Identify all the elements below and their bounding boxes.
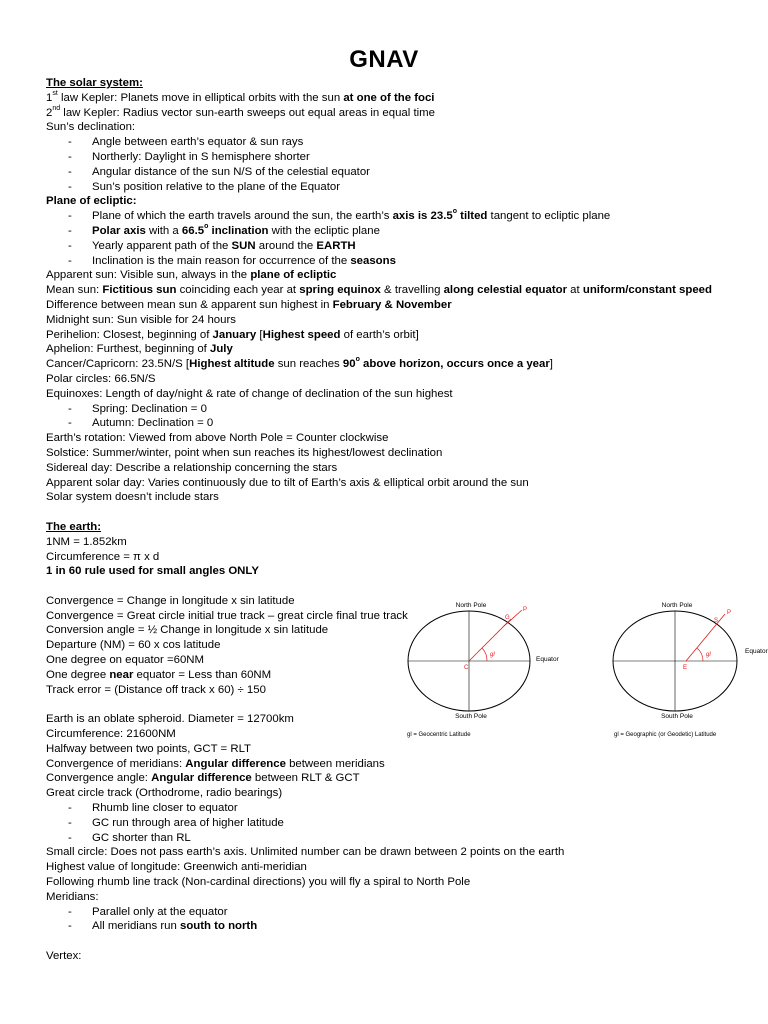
bullet-item (46, 905, 766, 920)
bullet-dash: - (68, 165, 72, 178)
text-run: 90 (342, 358, 356, 371)
superscript: nd (52, 104, 61, 112)
south-pole-label: South Pole (455, 713, 487, 720)
text-run: Northerly: Daylight in S hemisphere shorter (92, 150, 310, 163)
text-line (46, 106, 766, 121)
text-run: 1 (46, 91, 53, 104)
text-line (46, 387, 766, 402)
text-run: All meridians run (92, 920, 180, 933)
text-run: Aphelion: Furthest, beginning of (46, 343, 211, 356)
text-run: Circumference = π x d (46, 550, 160, 563)
text-run: Cancer/Capricorn: 23.5N/S [ (46, 358, 190, 371)
text-run: Solstice: Summer/winter, point when sun reaches its highest/lowest declination (46, 446, 443, 459)
text-run: One degree on equator =60NM (46, 654, 204, 667)
bullet-text (92, 816, 284, 831)
text-line (46, 771, 766, 786)
bullet-text (92, 224, 380, 239)
text-line (46, 550, 766, 565)
bullet-dash: - (68, 816, 72, 829)
text-run: Convergence of meridians: (46, 757, 186, 770)
text-run: around the (255, 239, 317, 252)
text-line (46, 476, 766, 491)
blank-line (46, 579, 766, 594)
text-run: Sidereal day: Describe a relationship concerning the stars (46, 461, 338, 474)
text-run: Small circle: Does not pass earth’s axis. Unlimited number can be drawn between 2 points on the earth (46, 846, 565, 859)
text-run: Parallel only at the equator (92, 905, 228, 918)
text-line (46, 875, 766, 890)
geographic-latitude-diagram (606, 596, 768, 742)
bullet-item (46, 831, 766, 846)
angle-arc (482, 648, 487, 661)
bullet-dash: - (68, 905, 72, 918)
bullet-text (92, 831, 191, 846)
text-run: Earth is an oblate spheroid. Diameter = 12700km (46, 713, 294, 726)
bullet-dash: - (68, 831, 72, 844)
bullet-text (92, 135, 303, 150)
bullet-item (46, 209, 766, 224)
text-run: between RLT & GCT (251, 772, 360, 785)
angle-label: gl (490, 652, 495, 658)
text-run: February & November (332, 298, 452, 311)
text-run: with the ecliptic plane (268, 224, 380, 237)
superscript: o (452, 208, 458, 216)
point-s-label: S (714, 618, 719, 624)
section-heading (46, 520, 766, 535)
text-run: One degree (46, 668, 110, 681)
text-run: Convergence = Great circle initial true track – great circle final true track (46, 609, 408, 622)
bullet-text (92, 209, 610, 224)
text-run: July (210, 343, 233, 356)
text-run: Meridians: (46, 890, 99, 903)
text-line (46, 283, 766, 298)
bullet-dash: - (68, 254, 72, 267)
text-run: Yearly apparent path of the (92, 239, 232, 252)
bullet-item (46, 180, 766, 195)
text-run: south to north (180, 920, 258, 933)
text-line (46, 564, 766, 579)
text-line (46, 535, 766, 550)
text-run: & travelling (380, 284, 444, 297)
south-pole-label: South Pole (661, 713, 693, 720)
equator-label: Equator (536, 656, 559, 663)
bullet-item (46, 150, 766, 165)
text-run: Vertex: (46, 950, 82, 963)
bullet-dash: - (68, 224, 72, 237)
text-run: Great circle track (Orthodrome, radio bearings) (46, 787, 283, 800)
text-run: inclination (208, 224, 269, 237)
text-run: Convergence angle: (46, 772, 152, 785)
bullet-text (92, 239, 356, 254)
diagram-caption: gl = Geocentric Latitude (407, 732, 471, 738)
bullet-item (46, 254, 766, 269)
text-run: with a (145, 224, 182, 237)
angle-label: gl (706, 652, 711, 658)
text-run: along celestial equator (443, 284, 568, 297)
text-run: Solar system doesn’t include stars (46, 491, 219, 504)
text-run: Circumference: 21600NM (46, 728, 176, 741)
bullet-dash: - (68, 150, 72, 163)
bullet-dash: - (68, 417, 72, 430)
text-run: Highest value of longitude: Greenwich anti-meridian (46, 861, 307, 874)
page-title: GNAV (349, 46, 419, 73)
superscript: st (52, 90, 58, 97)
bullet-item (46, 402, 766, 417)
blank-line (46, 505, 766, 520)
text-line (46, 845, 766, 860)
bullet-item (46, 165, 766, 180)
text-line (46, 120, 766, 135)
text-line (46, 342, 766, 357)
text-run: uniform/constant speed (582, 284, 712, 297)
text-run: law Kepler: Radius vector sun-earth sweeps out equal areas in equal time (60, 106, 435, 119)
text-run: Conversion angle = ½ Change in longitude x sin latitude (46, 624, 329, 637)
bullet-item (46, 816, 766, 831)
text-line (46, 461, 766, 476)
text-run: seasons (350, 254, 396, 267)
text-run: January (212, 328, 257, 341)
text-run: 1NM = 1.852km (46, 535, 127, 548)
equator-label: Equator (745, 648, 768, 655)
text-run: 1 in 60 rule used for small angles ONLY (46, 565, 259, 578)
text-run: near (109, 668, 134, 681)
text-run: Following rhumb line track (Non-cardinal directions) you will fly a spiral to North Pole (46, 876, 471, 889)
section-heading (46, 76, 766, 91)
text-line (46, 890, 766, 905)
text-run: Apparent sun: Visible sun, always in the (46, 269, 251, 282)
text-run: Track error = (Distance off track x 60) ÷ 150 (46, 683, 266, 696)
text-line (46, 490, 766, 505)
text-run: Mean sun: (46, 284, 103, 297)
text-line (46, 328, 766, 343)
bullet-dash: - (68, 920, 72, 933)
text-run: Spring: Declination = 0 (92, 402, 207, 415)
angle-arc (697, 648, 703, 661)
text-run: Convergence = Change in longitude x sin latitude (46, 594, 295, 607)
bullet-dash: - (68, 210, 72, 223)
text-run: Polar axis (92, 224, 146, 237)
point-p-label: P (523, 607, 528, 613)
text-run: Equinoxes: Length of day/night & rate of change of declination of the sun highest (46, 387, 453, 400)
text-run: Polar circles: 66.5N/S (46, 372, 156, 385)
text-line (46, 194, 766, 209)
superscript: o (355, 356, 360, 364)
text-line (46, 742, 766, 757)
text-run: Apparent solar day: Varies continuously due to tilt of Earth’s axis & elliptical orbit around the sun (46, 476, 529, 489)
text-run: tangent to ecliptic plane (487, 210, 611, 223)
diagram-caption: gl = Geographic (or Geodetic) Latitude (614, 732, 717, 738)
text-run: between meridians (285, 757, 385, 770)
point-p-label: P (727, 610, 732, 616)
bullet-text (92, 402, 207, 417)
bullet-item (46, 224, 766, 239)
text-run: Perihelion: Closest, beginning of (46, 328, 213, 341)
text-line (46, 949, 766, 964)
text-run: Plane of ecliptic: (46, 195, 137, 208)
section-heading-text: The solar system: (46, 77, 143, 89)
text-run: 66.5 (181, 224, 205, 237)
text-run: Inclination is the main reason for occurrence of the (92, 254, 351, 267)
text-run: 2 (46, 106, 53, 119)
text-line (46, 786, 766, 801)
bullet-item (46, 801, 766, 816)
text-run: Sun’s declination: (46, 121, 136, 134)
text-run: at (567, 284, 583, 297)
notes-body (46, 76, 766, 964)
text-run: Rhumb line closer to equator (92, 802, 238, 815)
bullet-text (92, 905, 228, 920)
text-run: Midnight sun: Sun visible for 24 hours (46, 313, 236, 326)
text-run: Angular difference (185, 757, 286, 770)
text-run: sun reaches (274, 358, 343, 371)
text-run: above horizon, occurs once a year (359, 358, 550, 371)
text-run: axis is 23.5 (392, 210, 453, 223)
bullet-text (92, 416, 213, 431)
text-line (46, 357, 766, 372)
bullet-item (46, 239, 766, 254)
text-run: Autumn: Declination = 0 (92, 417, 214, 430)
text-run: SUN (231, 239, 256, 252)
section-heading-text: The earth: (46, 520, 102, 533)
text-line (46, 446, 766, 461)
text-run: Highest speed (262, 328, 341, 341)
bullet-dash: - (68, 180, 72, 193)
text-run: law Kepler: Planets move in elliptical orbits with the sun (57, 91, 344, 104)
text-line (46, 372, 766, 387)
text-line (46, 91, 766, 106)
text-run: Departure (NM) = 60 x cos latitude (46, 639, 221, 652)
text-run: Angular distance of the sun N/S of the celestial equator (92, 165, 370, 178)
text-run: Earth’s rotation: Viewed from above North Pole = Counter clockwise (46, 432, 389, 445)
north-pole-label: North Pole (661, 602, 693, 609)
text-run: plane of ecliptic (250, 269, 337, 282)
superscript: o (204, 223, 209, 231)
bullet-dash: - (68, 802, 72, 815)
text-run: at one of the foci (343, 91, 435, 104)
text-line (46, 860, 766, 875)
text-run: Angle between earth’s equator & sun rays (92, 136, 304, 149)
center-label: C (464, 665, 469, 671)
text-line (46, 431, 766, 446)
north-pole-label: North Pole (455, 602, 487, 609)
text-run: Highest altitude (189, 358, 275, 371)
bullet-item (46, 919, 766, 934)
text-line (46, 268, 766, 283)
bullet-text (92, 254, 396, 269)
bullet-dash: - (68, 402, 72, 415)
bullet-item (46, 135, 766, 150)
center-label: E (683, 665, 688, 671)
bullet-text (92, 180, 340, 195)
text-run: EARTH (316, 239, 356, 252)
bullet-item (46, 416, 766, 431)
text-line (46, 313, 766, 328)
bullet-text (92, 919, 257, 934)
text-run: of earth’s orbit] (340, 328, 419, 341)
text-run: Fictitious sun (102, 284, 177, 297)
text-run: [ (256, 328, 263, 341)
text-line (46, 757, 766, 772)
text-run: tilted (457, 210, 488, 223)
geocentric-latitude-diagram (404, 596, 564, 742)
text-run: equator = Less than 60NM (133, 668, 272, 681)
text-run: GC run through area of higher latitude (92, 816, 284, 829)
text-line (46, 298, 766, 313)
text-run: Halfway between two points, GCT = RLT (46, 742, 252, 755)
blank-line (46, 934, 766, 949)
text-run: ] (549, 358, 553, 371)
bullet-dash: - (68, 239, 72, 252)
text-run: Angular difference (151, 772, 252, 785)
bullet-text (92, 801, 238, 816)
bullet-dash: - (68, 136, 72, 149)
text-run: Plane of which the earth travels around the sun, the earth’s (92, 210, 393, 223)
text-run: Sun’s position relative to the plane of the Equator (92, 180, 341, 193)
text-run: GC shorter than RL (92, 831, 191, 844)
point-g-label: G (505, 615, 510, 621)
text-run: spring equinox (299, 284, 381, 297)
bullet-text (92, 150, 310, 165)
text-run: coinciding each year at (176, 284, 300, 297)
bullet-text (92, 165, 370, 180)
text-run: Difference between mean sun & apparent sun highest in (46, 298, 333, 311)
